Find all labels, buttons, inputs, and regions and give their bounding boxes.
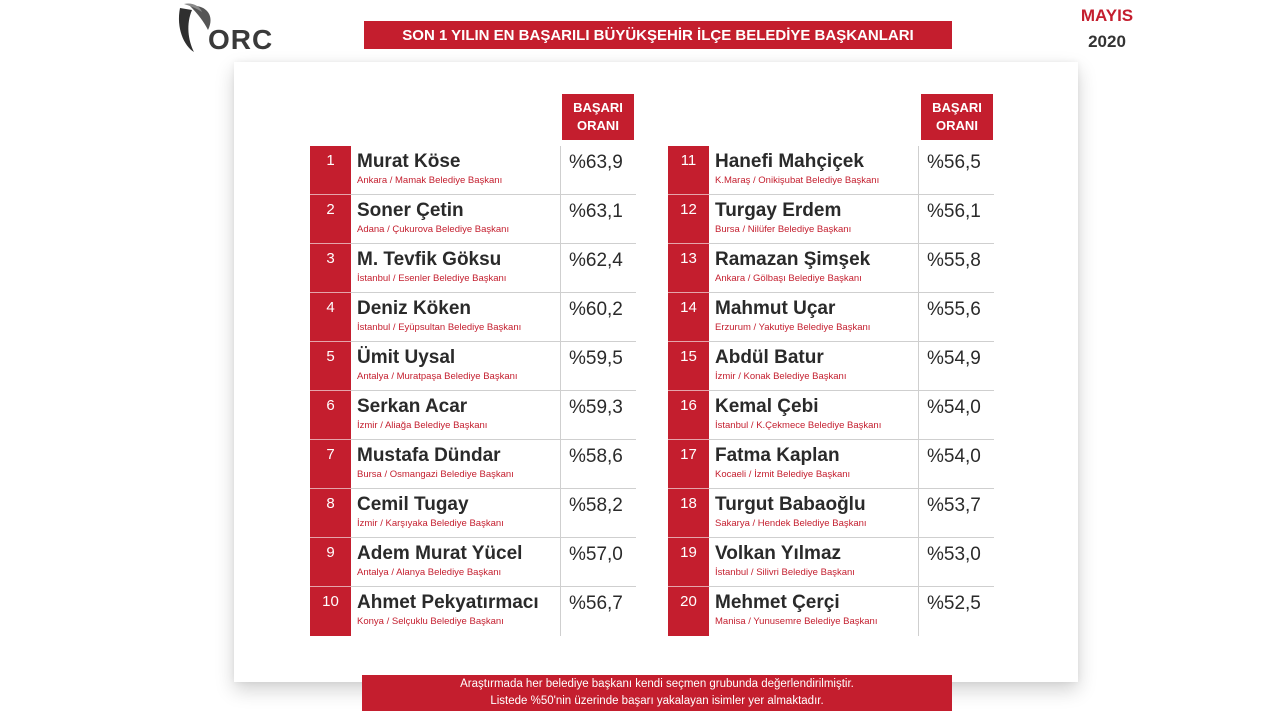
success-rate: %53,7 [919, 489, 994, 538]
mayor-cell [709, 293, 919, 342]
page-title: SON 1 YILIN EN BAŞARILI BÜYÜKŞEHİR İLÇE BELEDİYE BAŞKANLARI [364, 21, 952, 49]
mayor-name: Volkan Yılmaz [715, 543, 842, 564]
left-rate-header-line2: ORANI [577, 118, 619, 133]
mayor-name: Murat Köse [357, 151, 461, 172]
success-rate: %55,6 [919, 293, 994, 342]
mayor-cell [709, 440, 919, 489]
ranking-row [668, 146, 994, 195]
mayor-cell [709, 489, 919, 538]
rank-number: 10 [310, 587, 351, 636]
rank-number: 11 [668, 146, 709, 195]
mayor-district: Manisa / Yunusemre Belediye Başkanı [715, 616, 878, 627]
footer-note [362, 675, 952, 711]
mayor-cell [709, 244, 919, 293]
mayor-district: Kocaeli / İzmit Belediye Başkanı [715, 469, 851, 480]
success-rate: %62,4 [561, 244, 636, 293]
mayor-cell [351, 195, 561, 244]
mayor-name: Deniz Köken [357, 298, 472, 319]
rank-number: 19 [668, 538, 709, 587]
rank-number: 4 [310, 293, 351, 342]
ranking-row [310, 440, 636, 489]
rank-number: 6 [310, 391, 351, 440]
mayor-district: Ankara / Mamak Belediye Başkanı [357, 175, 503, 186]
right-rate-header-line2: ORANI [936, 118, 978, 133]
success-rate: %56,7 [569, 593, 623, 614]
mayor-district: Ankara / Gölbaşı Belediye Başkanı [715, 273, 862, 284]
success-rate: %54,9 [919, 342, 994, 391]
ranking-row [310, 195, 636, 244]
mayor-district: Bursa / Osmangazi Belediye Başkanı [357, 469, 514, 480]
ranking-row [310, 293, 636, 342]
ranking-row [310, 244, 636, 293]
mayor-district: İstanbul / Eyüpsultan Belediye Başkanı [357, 322, 522, 333]
mayor-cell [709, 538, 919, 587]
mayor-name: Ramazan Şimşek [715, 249, 871, 270]
mayor-cell [351, 391, 561, 440]
success-rate: %54,0 [919, 440, 994, 489]
success-rate: %59,5 [561, 342, 636, 391]
rank-number: 18 [668, 489, 709, 538]
success-rate: %52,5 [927, 593, 981, 614]
success-rate: %58,2 [561, 489, 636, 538]
ranking-row [668, 587, 994, 636]
mayor-district: Adana / Çukurova Belediye Başkanı [357, 224, 510, 235]
mayor-name: Abdül Batur [715, 347, 824, 368]
ranking-row [310, 342, 636, 391]
mayor-district: Antalya / Alanya Belediye Başkanı [357, 567, 502, 578]
mayor-cell [351, 342, 561, 391]
mayor-cell [351, 293, 561, 342]
right-ranking-list [668, 146, 994, 636]
ranking-row [310, 146, 636, 195]
mayor-district: İzmir / Konak Belediye Başkanı [715, 371, 847, 382]
date-month: MAYIS [1080, 6, 1134, 25]
rank-number: 3 [310, 244, 351, 293]
mayor-name: Serkan Acar [357, 396, 468, 417]
mayor-name: Soner Çetin [357, 200, 464, 221]
success-rate: %63,1 [561, 195, 636, 244]
mayor-district: İstanbul / K.Çekmece Belediye Başkanı [715, 420, 882, 431]
ranking-row [668, 489, 994, 538]
ranking-row [668, 440, 994, 489]
mayor-name: Mehmet Çerçi [715, 592, 840, 613]
mayor-cell [709, 146, 919, 195]
mayor-district: K.Maraş / Onikişubat Belediye Başkanı [715, 175, 880, 186]
ranking-row [668, 538, 994, 587]
left-ranking-list [310, 146, 636, 636]
rank-number: 7 [310, 440, 351, 489]
ranking-row [310, 489, 636, 538]
rank-number: 20 [668, 587, 709, 636]
success-rate: %60,2 [561, 293, 636, 342]
mayor-name: Adem Murat Yücel [357, 543, 523, 564]
mayor-name: Hanefi Mahçiçek [715, 151, 864, 172]
rank-number: 5 [310, 342, 351, 391]
mayor-name: Cemil Tugay [357, 494, 469, 515]
ranking-row [310, 587, 636, 636]
right-rate-header [921, 94, 993, 140]
ranking-row [310, 538, 636, 587]
rank-number: 8 [310, 489, 351, 538]
mayor-district: İstanbul / Silivri Belediye Başkanı [715, 567, 855, 578]
rank-number: 2 [310, 195, 351, 244]
rank-number: 14 [668, 293, 709, 342]
ranking-row [668, 195, 994, 244]
mayor-cell [709, 195, 919, 244]
success-rate: %56,5 [919, 146, 994, 195]
rank-number: 1 [310, 146, 351, 195]
ranking-row [668, 244, 994, 293]
mayor-district: İzmir / Karşıyaka Belediye Başkanı [357, 518, 504, 529]
mayor-cell [709, 342, 919, 391]
success-rate: %59,3 [561, 391, 636, 440]
mayor-district: Konya / Selçuklu Belediye Başkanı [357, 616, 504, 627]
rank-number: 12 [668, 195, 709, 244]
mayor-name: Ümit Uysal [357, 347, 456, 368]
mayor-cell [351, 587, 561, 636]
mayor-name: Kemal Çebi [715, 396, 819, 417]
mayor-district: Sakarya / Hendek Belediye Başkanı [715, 518, 867, 529]
left-rate-header-line1: BAŞARI [573, 100, 623, 115]
rank-number: 9 [310, 538, 351, 587]
right-rate-header-line1: BAŞARI [932, 100, 982, 115]
success-rate: %63,9 [561, 146, 636, 195]
left-rate-header [562, 94, 634, 140]
ranking-row [668, 342, 994, 391]
mayor-name: Ahmet Pekyatırmacı [357, 592, 539, 613]
mayor-cell [709, 391, 919, 440]
footer-line1: Araştırmada her belediye başkanı kendi seçmen grubunda değerlendirilmiştir. [460, 678, 854, 690]
mayor-district: İzmir / Aliağa Belediye Başkanı [357, 420, 488, 431]
success-rate: %58,6 [561, 440, 636, 489]
success-rate: %55,8 [919, 244, 994, 293]
rank-number: 17 [668, 440, 709, 489]
rank-number: 15 [668, 342, 709, 391]
ranking-row [310, 391, 636, 440]
mayor-name: M. Tevfik Göksu [357, 249, 502, 270]
mayor-cell [351, 440, 561, 489]
success-rate: %56,1 [919, 195, 994, 244]
mayor-district: Bursa / Nilüfer Belediye Başkanı [715, 224, 852, 235]
ranking-row [668, 391, 994, 440]
mayor-name: Turgay Erdem [715, 200, 842, 221]
mayor-district: İstanbul / Esenler Belediye Başkanı [357, 273, 507, 284]
mayor-cell [351, 146, 561, 195]
mayor-name: Fatma Kaplan [715, 445, 840, 466]
mayor-district: Erzurum / Yakutiye Belediye Başkanı [715, 322, 871, 333]
mayor-cell [351, 489, 561, 538]
mayor-name: Mahmut Uçar [715, 298, 836, 319]
success-rate: %53,0 [919, 538, 994, 587]
success-rate: %57,0 [561, 538, 636, 587]
footer-line2: Listede %50'nin üzerinde başarı yakalayan isimler yer almaktadır. [490, 695, 824, 707]
mayor-name: Turgut Babaoğlu [715, 494, 866, 515]
mayor-name: Mustafa Dündar [357, 445, 501, 466]
mayor-cell [351, 538, 561, 587]
mayor-cell [351, 244, 561, 293]
date-block [1062, 6, 1152, 52]
ranking-row [668, 293, 994, 342]
rank-number: 16 [668, 391, 709, 440]
rank-number: 13 [668, 244, 709, 293]
success-rate: %54,0 [919, 391, 994, 440]
mayor-cell [709, 587, 919, 636]
brand-logo-text: ORC [208, 24, 274, 55]
mayor-district: Antalya / Muratpaşa Belediye Başkanı [357, 371, 518, 382]
date-year: 2020 [1088, 32, 1126, 51]
